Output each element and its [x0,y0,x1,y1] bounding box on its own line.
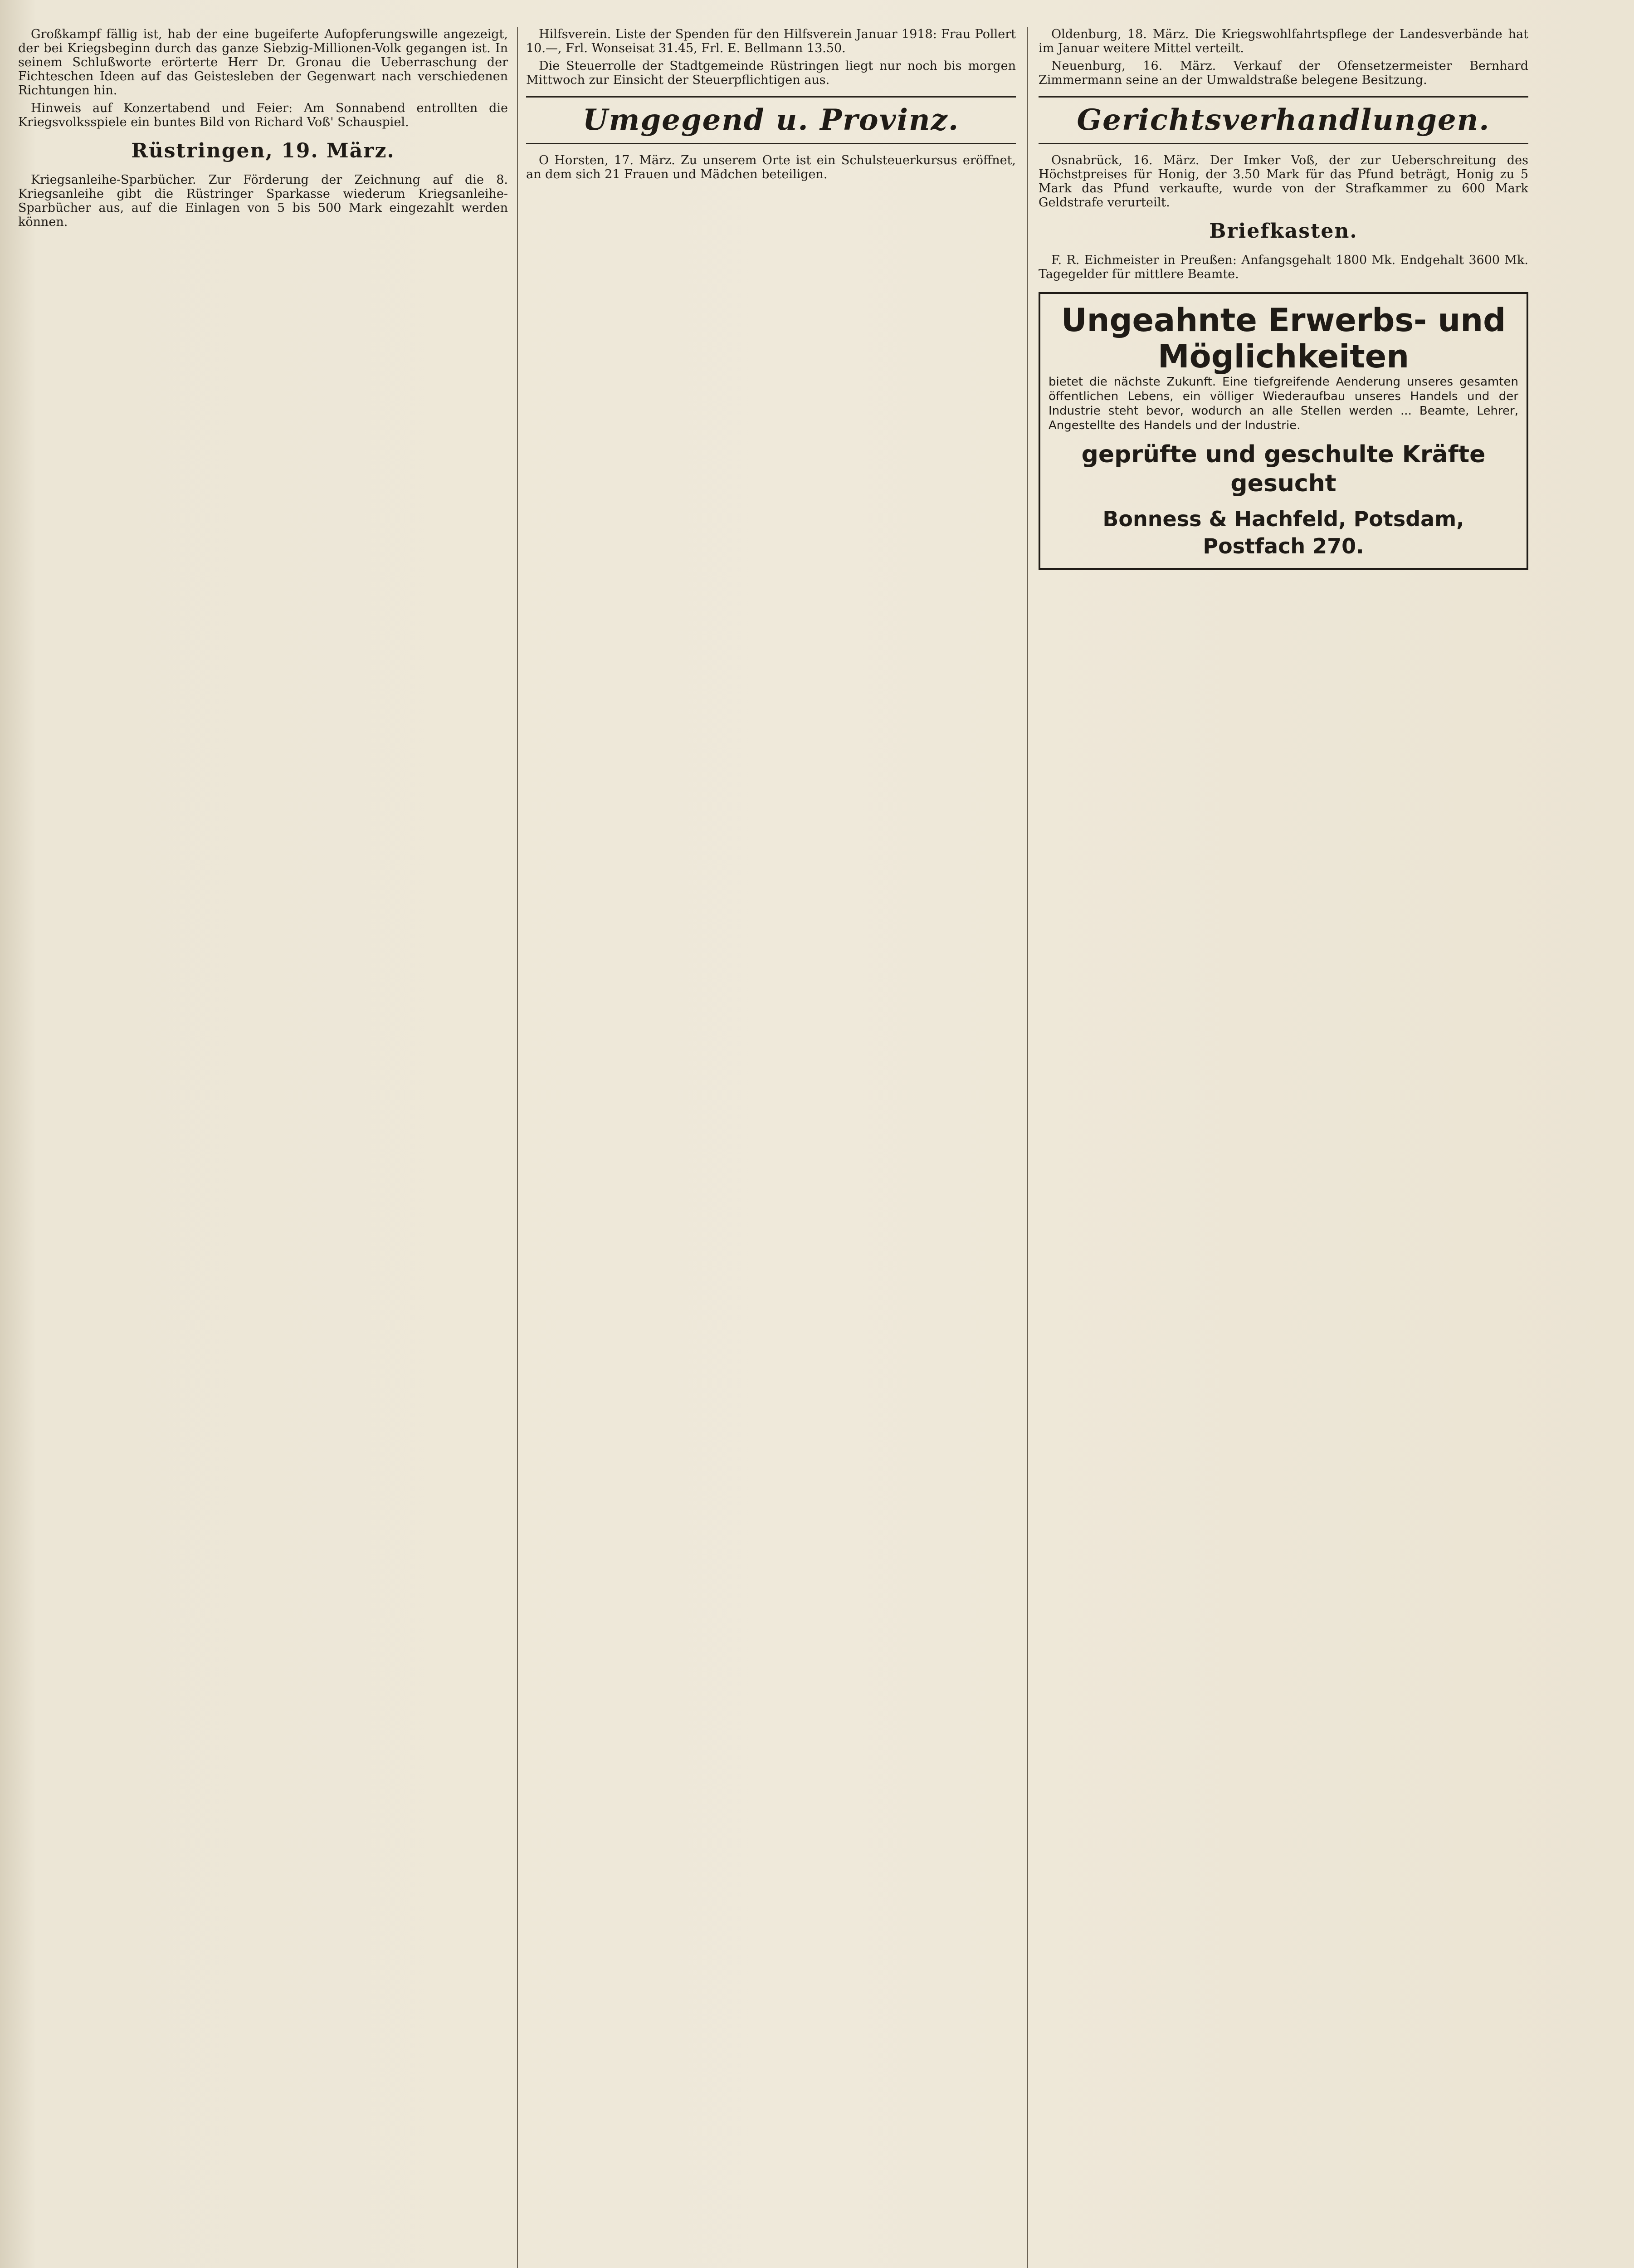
column-rule [1027,27,1028,2268]
ad-footer: Bonness & Hachfeld, Potsdam, Postfach 270. [1102,507,1464,558]
ad-body: bietet die nächste Zukunft. Eine tiefgreifende Aenderung unseres gesamten öffentlichen Lebens, ein völliger Wiederaufbau unseres Handels und der Industrie steht bevor, wodurch an alle Stellen werden ... Beamte, Lehrer, Angestellte des Handels und der Industrie. [1049,375,1518,432]
section-heading: Gerichtsverhandlungen. [1039,96,1528,144]
advertisement [1039,292,1528,570]
column-1 [18,27,508,2268]
article-paragraph: Osnabrück, 16. März. Der Imker Voß, der zur Ueberschreitung des Höchstpreises für Honig, der 3.50 Mark für das Pfund beträgt, Honig zu 5 Mark das Pfund verkaufte, wurde von der Strafkammer zu 600 Mark Geldstrafe verurteilt. [1039,153,1528,210]
article-paragraph: Neuenburg, 16. März. Verkauf der Ofensetzermeister Bernhard Zimmermann seine an der Umwaldstraße belegene Besitzung. [1039,59,1528,87]
article-paragraph: Kriegsanleihe-Sparbücher. Zur Förderung der Zeichnung auf die 8. Kriegsanleihe gibt die Rüstringer Sparkasse wiederum Kriegsanleihe-Sparbücher aus, auf die Einlagen von 5 bis 500 Mark eingezahlt werden können. [18,173,508,229]
article-paragraph: Großkampf fällig ist, hab der eine bugeiferte Aufopferungswille angezeigt, der bei Kriegsbeginn durch das ganze Siebzig-Millionen-Volk gegangen ist. In seinem Schlußworte erörterte Herr Dr. Gronau die Ueberraschung der Fichteschen Ideen auf das Geistesleben der Gegenwart nach verschiedenen Richtungen hin. [18,27,508,98]
column-3 [1039,27,1528,2268]
section-heading: Rüstringen, 19. März. [131,139,395,162]
article-paragraph: Hilfsverein. Liste der Spenden für den Hilfsverein Januar 1918: Frau Pollert 10.—, Frl. Wonseisat 31.45, Frl. E. Bellmann 13.50. [526,27,1016,55]
column-2 [526,27,1016,2268]
section-heading: Umgegend u. Provinz. [526,96,1016,144]
section-heading: Briefkasten. [1209,220,1358,243]
ad-subtitle: geprüfte und geschulte Kräfte gesucht [1081,441,1486,497]
article-paragraph: F. R. Eichmeister in Preußen: Anfangsgehalt 1800 Mk. Endgehalt 3600 Mk. Tagegelder für mittlere Beamte. [1039,253,1528,281]
ad-title: Ungeahnte Erwerbs- und Möglichkeiten [1061,302,1506,375]
article-paragraph: Hinweis auf Konzertabend und Feier: Am Sonnabend entrollten die Kriegsvolksspiele ein buntes Bild von Richard Voß' Schauspiel. [18,101,508,129]
article-paragraph: Die Steuerrolle der Stadtgemeinde Rüstringen liegt nur noch bis morgen Mittwoch zur Einsicht der Steuerpflichtigen aus. [526,59,1016,87]
article-paragraph: O Horsten, 17. März. Zu unserem Orte ist ein Schulsteuerkursus eröffnet, an dem sich 21 Frauen und Mädchen beteiligen. [526,153,1016,181]
column-rule [517,27,518,2268]
article-paragraph: Oldenburg, 18. März. Die Kriegswohlfahrtspflege der Landesverbände hat im Januar weitere Mittel verteilt. [1039,27,1528,55]
